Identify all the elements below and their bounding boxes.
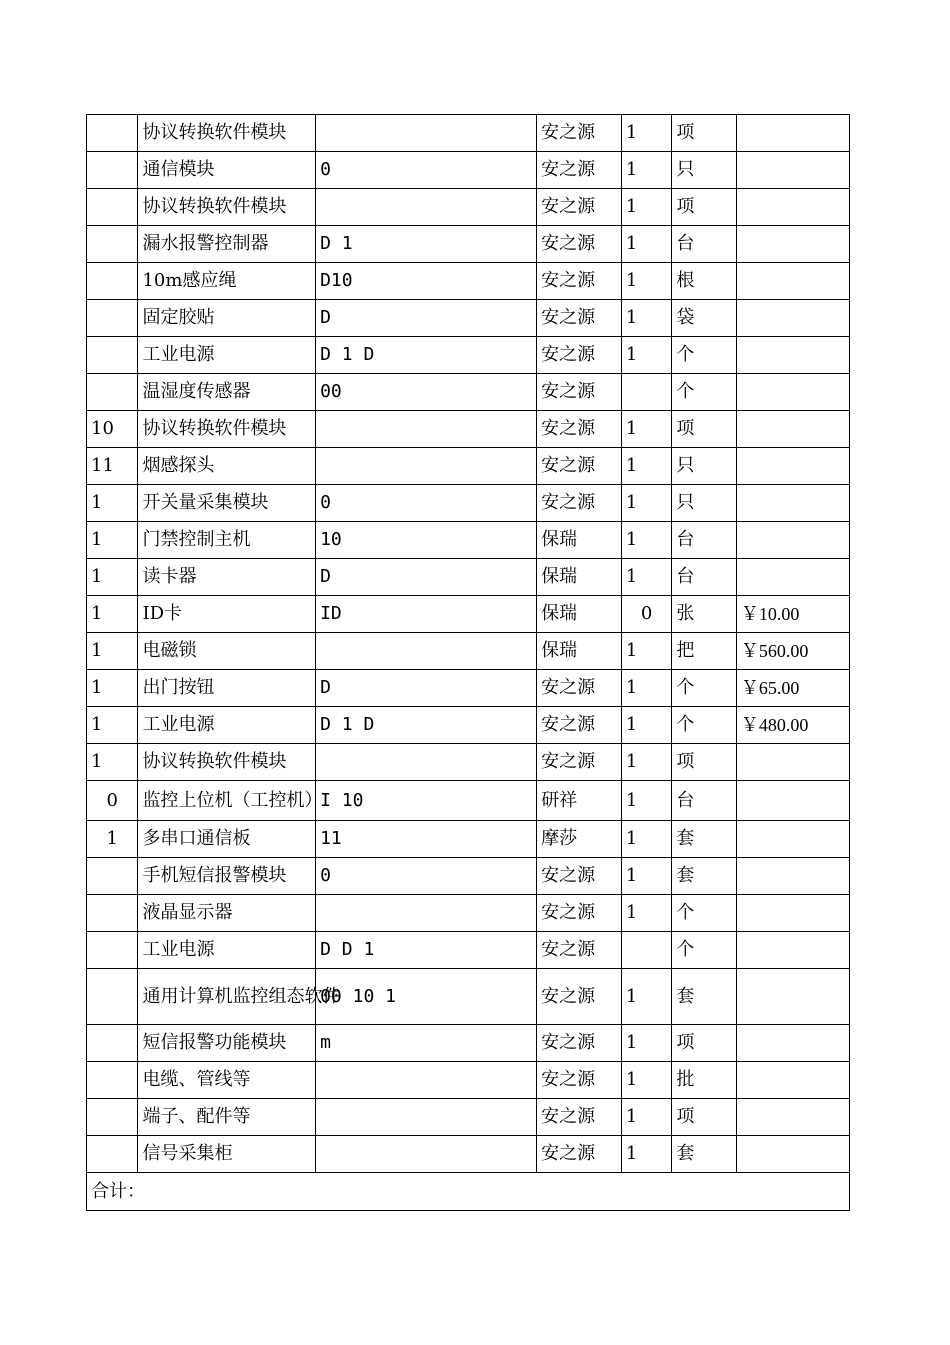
cell-name: 协议转换软件模块	[138, 189, 316, 226]
cell-model: m	[316, 1025, 537, 1062]
cell-model: I 10	[316, 781, 537, 821]
cell-qty: 1	[621, 263, 671, 300]
cell-unit: 项	[672, 189, 737, 226]
cell-unit: 只	[672, 485, 737, 522]
cell-unit: 项	[672, 744, 737, 781]
cell-price: ￥10.00	[736, 596, 849, 633]
cell-name: 烟感探头	[138, 448, 316, 485]
cell-name: 协议转换软件模块	[138, 744, 316, 781]
cell-name: 门禁控制主机	[138, 522, 316, 559]
cell-brand: 保瑞	[537, 633, 622, 670]
cell-model: 10	[316, 522, 537, 559]
cell-brand: 安之源	[537, 932, 622, 969]
cell-price	[736, 411, 849, 448]
cell-qty: 1	[621, 895, 671, 932]
cell-no: 1	[87, 670, 138, 707]
cell-no: 1	[87, 485, 138, 522]
cell-qty: 1	[621, 1136, 671, 1173]
cell-model	[316, 744, 537, 781]
cell-unit: 只	[672, 448, 737, 485]
cell-price	[736, 1062, 849, 1099]
table-row	[87, 374, 850, 411]
table-row	[87, 707, 850, 744]
cell-qty: 1	[621, 485, 671, 522]
cell-model: D10	[316, 263, 537, 300]
cell-brand: 安之源	[537, 1062, 622, 1099]
cell-model	[316, 115, 537, 152]
cell-unit: 台	[672, 781, 737, 821]
table-row	[87, 559, 850, 596]
cell-qty: 1	[621, 1062, 671, 1099]
cell-no	[87, 858, 138, 895]
cell-price	[736, 522, 849, 559]
cell-qty: 1	[621, 226, 671, 263]
cell-model: D 1 D	[316, 337, 537, 374]
table-row	[87, 1025, 850, 1062]
cell-model: D 1 D	[316, 707, 537, 744]
cell-brand: 安之源	[537, 374, 622, 411]
cell-price	[736, 858, 849, 895]
cell-model: 00	[316, 374, 537, 411]
table-row	[87, 337, 850, 374]
cell-qty: 1	[621, 633, 671, 670]
table-row	[87, 895, 850, 932]
cell-unit: 台	[672, 559, 737, 596]
cell-name: 多串口通信板	[138, 821, 316, 858]
cell-brand: 安之源	[537, 448, 622, 485]
cell-no: 1	[87, 821, 138, 858]
cell-no	[87, 895, 138, 932]
cell-brand: 安之源	[537, 1136, 622, 1173]
cell-no	[87, 115, 138, 152]
cell-no	[87, 152, 138, 189]
cell-no: 10	[87, 411, 138, 448]
cell-no: 1	[87, 522, 138, 559]
cell-qty: 1	[621, 858, 671, 895]
cell-price: ￥65.00	[736, 670, 849, 707]
cell-qty: 1	[621, 522, 671, 559]
cell-no	[87, 263, 138, 300]
cell-qty: 1	[621, 115, 671, 152]
cell-unit: 套	[672, 969, 737, 1025]
cell-model: ID	[316, 596, 537, 633]
cell-brand: 研祥	[537, 781, 622, 821]
cell-price: ￥560.00	[736, 633, 849, 670]
cell-no	[87, 1025, 138, 1062]
cell-brand: 安之源	[537, 189, 622, 226]
cell-qty: 0	[621, 596, 671, 633]
table-row	[87, 115, 850, 152]
cell-model: D	[316, 559, 537, 596]
cell-unit: 袋	[672, 300, 737, 337]
cell-price	[736, 448, 849, 485]
cell-price	[736, 744, 849, 781]
cell-qty: 1	[621, 781, 671, 821]
total-label: 合计：	[87, 1173, 850, 1211]
cell-brand: 安之源	[537, 670, 622, 707]
cell-no: 1	[87, 707, 138, 744]
cell-unit: 套	[672, 821, 737, 858]
cell-name: 液晶显示器	[138, 895, 316, 932]
cell-model: 0	[316, 152, 537, 189]
cell-price	[736, 485, 849, 522]
cell-model	[316, 448, 537, 485]
cell-qty: 1	[621, 152, 671, 189]
cell-brand: 保瑞	[537, 559, 622, 596]
cell-no	[87, 189, 138, 226]
table-row	[87, 485, 850, 522]
cell-brand: 摩莎	[537, 821, 622, 858]
cell-model: D	[316, 670, 537, 707]
cell-unit: 根	[672, 263, 737, 300]
cell-qty: 1	[621, 411, 671, 448]
cell-name: 协议转换软件模块	[138, 411, 316, 448]
cell-qty: 1	[621, 300, 671, 337]
cell-no	[87, 932, 138, 969]
cell-qty: 1	[621, 1099, 671, 1136]
cell-brand: 安之源	[537, 744, 622, 781]
cell-qty	[621, 374, 671, 411]
cell-no: 1	[87, 633, 138, 670]
table-row	[87, 152, 850, 189]
cell-model: D D 1	[316, 932, 537, 969]
cell-name: 固定胶贴	[138, 300, 316, 337]
cell-brand: 安之源	[537, 485, 622, 522]
cell-price	[736, 932, 849, 969]
cell-no	[87, 337, 138, 374]
cell-brand: 安之源	[537, 858, 622, 895]
cell-no	[87, 1062, 138, 1099]
cell-model: 0	[316, 858, 537, 895]
cell-price	[736, 152, 849, 189]
cell-brand: 安之源	[537, 707, 622, 744]
cell-model	[316, 895, 537, 932]
cell-brand: 保瑞	[537, 522, 622, 559]
cell-price	[736, 1025, 849, 1062]
table-row	[87, 670, 850, 707]
cell-qty: 1	[621, 448, 671, 485]
cell-qty: 1	[621, 969, 671, 1025]
cell-name: 10m感应绳	[138, 263, 316, 300]
cell-model: D 1	[316, 226, 537, 263]
cell-unit: 项	[672, 1025, 737, 1062]
cell-price	[736, 1099, 849, 1136]
cell-name: 监控上位机（工控机）	[138, 781, 316, 821]
cell-price	[736, 300, 849, 337]
table-row	[87, 1136, 850, 1173]
cell-brand: 安之源	[537, 337, 622, 374]
cell-unit: 个	[672, 374, 737, 411]
cell-unit: 把	[672, 633, 737, 670]
cell-model: D	[316, 300, 537, 337]
total-row	[87, 1173, 850, 1211]
cell-no: 0	[87, 781, 138, 821]
cell-unit: 台	[672, 226, 737, 263]
cell-model	[316, 633, 537, 670]
table-row	[87, 1062, 850, 1099]
cell-brand: 安之源	[537, 152, 622, 189]
table-row	[87, 744, 850, 781]
cell-price	[736, 559, 849, 596]
cell-qty: 1	[621, 1025, 671, 1062]
cell-brand: 安之源	[537, 263, 622, 300]
cell-no	[87, 1136, 138, 1173]
cell-no: 11	[87, 448, 138, 485]
cell-name: 端子、配件等	[138, 1099, 316, 1136]
table-row	[87, 189, 850, 226]
table-row	[87, 633, 850, 670]
cell-price	[736, 821, 849, 858]
cell-name: 电缆、管线等	[138, 1062, 316, 1099]
cell-name: 开关量采集模块	[138, 485, 316, 522]
table-row	[87, 596, 850, 633]
cell-name: 出门按钮	[138, 670, 316, 707]
cell-name: 通用计算机监控组态软件	[138, 969, 316, 1025]
cell-price	[736, 969, 849, 1025]
cell-no	[87, 226, 138, 263]
cell-name: 短信报警功能模块	[138, 1025, 316, 1062]
cell-model: 11	[316, 821, 537, 858]
cell-unit: 套	[672, 1136, 737, 1173]
cell-brand: 安之源	[537, 115, 622, 152]
cell-unit: 个	[672, 895, 737, 932]
cell-price	[736, 337, 849, 374]
cell-no: 1	[87, 559, 138, 596]
cell-no	[87, 300, 138, 337]
cell-qty: 1	[621, 821, 671, 858]
cell-brand: 安之源	[537, 1025, 622, 1062]
equipment-list-table	[86, 114, 850, 1211]
cell-name: 通信模块	[138, 152, 316, 189]
cell-price	[736, 781, 849, 821]
cell-qty: 1	[621, 559, 671, 596]
table-row	[87, 226, 850, 263]
cell-name: 信号采集柜	[138, 1136, 316, 1173]
cell-no	[87, 969, 138, 1025]
cell-name: 工业电源	[138, 932, 316, 969]
table-row	[87, 448, 850, 485]
table-row	[87, 411, 850, 448]
cell-unit: 个	[672, 337, 737, 374]
cell-unit: 台	[672, 522, 737, 559]
cell-name: 协议转换软件模块	[138, 115, 316, 152]
cell-brand: 安之源	[537, 969, 622, 1025]
cell-unit: 项	[672, 411, 737, 448]
cell-qty	[621, 932, 671, 969]
cell-unit: 个	[672, 932, 737, 969]
cell-price	[736, 115, 849, 152]
cell-name: 温湿度传感器	[138, 374, 316, 411]
table-row	[87, 858, 850, 895]
cell-model: 00 10 1	[316, 969, 537, 1025]
cell-unit: 个	[672, 707, 737, 744]
cell-price	[736, 374, 849, 411]
cell-model	[316, 189, 537, 226]
cell-unit: 张	[672, 596, 737, 633]
cell-qty: 1	[621, 337, 671, 374]
cell-no: 1	[87, 744, 138, 781]
cell-unit: 批	[672, 1062, 737, 1099]
cell-brand: 安之源	[537, 300, 622, 337]
cell-model: 0	[316, 485, 537, 522]
table-row	[87, 781, 850, 821]
cell-no: 1	[87, 596, 138, 633]
cell-price	[736, 263, 849, 300]
cell-name: 漏水报警控制器	[138, 226, 316, 263]
table-row	[87, 969, 850, 1025]
cell-model	[316, 411, 537, 448]
cell-model	[316, 1099, 537, 1136]
table-row	[87, 522, 850, 559]
cell-qty: 1	[621, 744, 671, 781]
cell-unit: 套	[672, 858, 737, 895]
cell-brand: 安之源	[537, 1099, 622, 1136]
cell-price	[736, 1136, 849, 1173]
cell-qty: 1	[621, 707, 671, 744]
cell-name: 手机短信报警模块	[138, 858, 316, 895]
table-row	[87, 821, 850, 858]
cell-no	[87, 374, 138, 411]
cell-model	[316, 1062, 537, 1099]
cell-unit: 只	[672, 152, 737, 189]
cell-qty: 1	[621, 189, 671, 226]
cell-brand: 安之源	[537, 226, 622, 263]
table-row	[87, 300, 850, 337]
cell-price	[736, 895, 849, 932]
cell-brand: 保瑞	[537, 596, 622, 633]
cell-unit: 项	[672, 1099, 737, 1136]
cell-name: 工业电源	[138, 707, 316, 744]
cell-brand: 安之源	[537, 411, 622, 448]
cell-price	[736, 189, 849, 226]
cell-name: 电磁锁	[138, 633, 316, 670]
table-row	[87, 932, 850, 969]
cell-no	[87, 1099, 138, 1136]
cell-unit: 个	[672, 670, 737, 707]
cell-name: 读卡器	[138, 559, 316, 596]
cell-qty: 1	[621, 670, 671, 707]
table-row	[87, 1099, 850, 1136]
cell-model	[316, 1136, 537, 1173]
cell-price: ￥480.00	[736, 707, 849, 744]
cell-name: 工业电源	[138, 337, 316, 374]
table-row	[87, 263, 850, 300]
cell-brand: 安之源	[537, 895, 622, 932]
cell-price	[736, 226, 849, 263]
cell-unit: 项	[672, 115, 737, 152]
cell-name: ID卡	[138, 596, 316, 633]
